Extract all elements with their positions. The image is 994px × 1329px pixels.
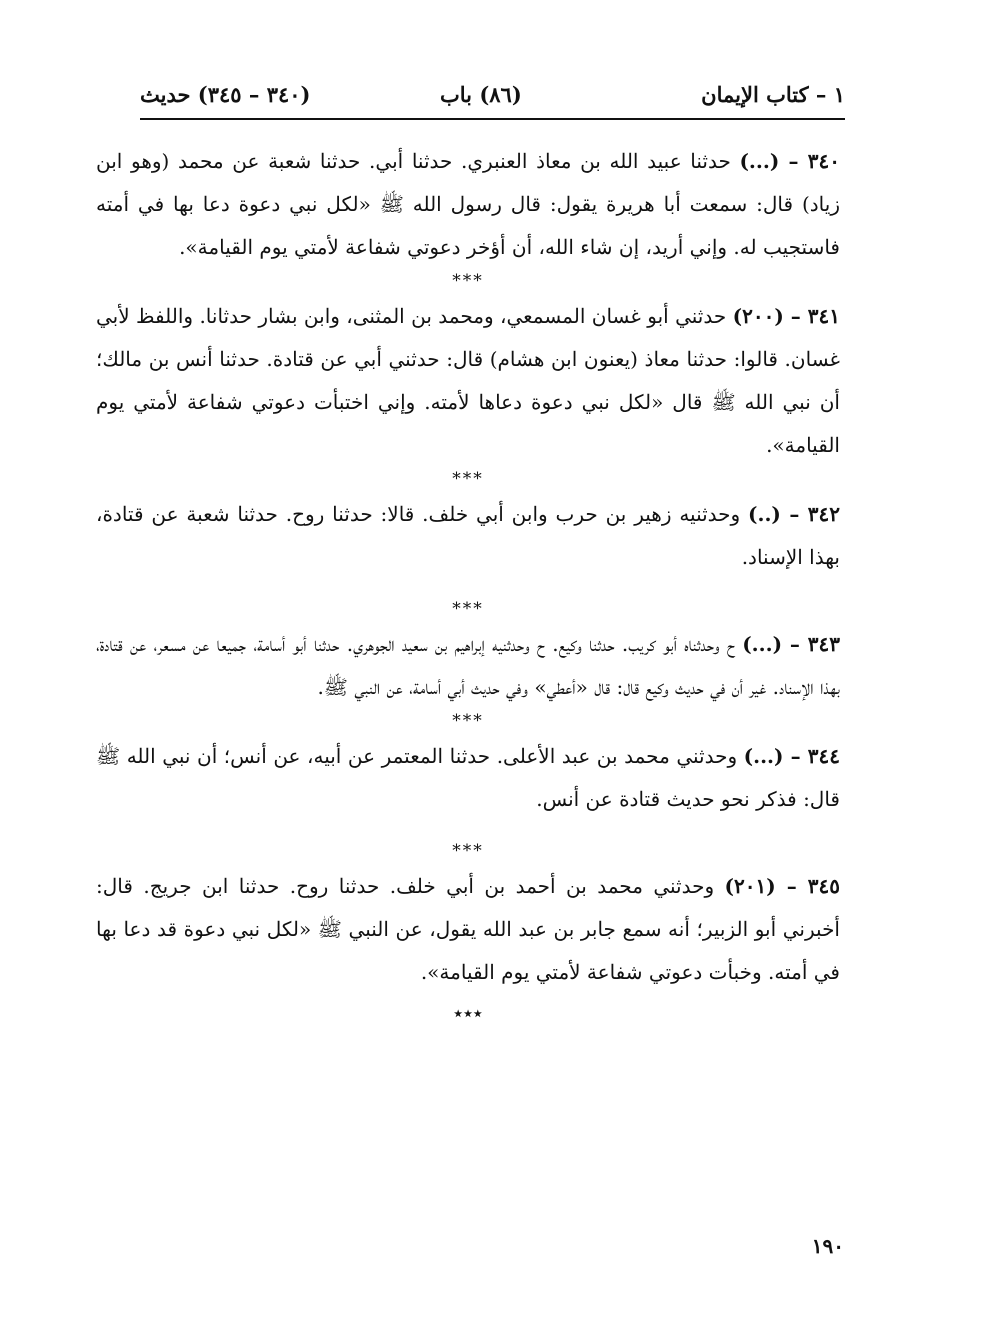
hadith-344 bbox=[96, 735, 840, 821]
hadith-343 bbox=[96, 623, 840, 709]
end-mark: ٭٭٭ bbox=[453, 1003, 483, 1024]
hadith-text-block bbox=[96, 140, 840, 1026]
bab-title: (٨٦) باب bbox=[440, 82, 522, 107]
hadith-number: ٣٤٠ – (...) bbox=[739, 149, 840, 173]
section-separator: *** bbox=[452, 841, 484, 861]
hadith-number: ٣٤١ – (٢٠٠) bbox=[732, 304, 841, 328]
hadith-body: وحدثنيه زهير بن حرب وابن أبي خلف. قالا: حدثنا روح. حدثنا شعبة عن قتادة، بهذا الإسناد. bbox=[96, 502, 840, 569]
hadith-body: حدثني أبو غسان المسمعي، ومحمد بن المثنى، وابن بشار حدثانا. واللفظ لأبي غسان. قالوا: حدثنا معاذ (يعنون ابن هشام) قال: حدثني أبي عن قتادة. حدثنا أنس بن مالك؛ أن نبي الله ﷺ قال «لكل نبي دعوة دعاها لأمته. وإني اختبأت دعوتي شفاعة لأمتي يوم القيامة». bbox=[96, 304, 840, 457]
hadith-number: ٣٤٣ – (...) bbox=[742, 632, 840, 656]
page-header bbox=[140, 78, 845, 120]
section-separator: *** bbox=[452, 271, 484, 291]
page-number: ١٩٠ bbox=[811, 1234, 844, 1258]
section-separator: *** bbox=[452, 469, 484, 489]
hadith-number: ٣٤٢ – (..) bbox=[748, 502, 841, 526]
hadith-number: ٣٤٤ – (...) bbox=[743, 744, 841, 768]
hadith-number: ٣٤٥ – (٢٠١) bbox=[724, 874, 840, 898]
chapter-title: ١ – كتاب الإيمان bbox=[701, 82, 845, 107]
section-separator: *** bbox=[452, 711, 484, 731]
hadith-341 bbox=[96, 295, 840, 467]
hadith-body: وحدثني محمد بن عبد الأعلى. حدثنا المعتمر عن أبيه، عن أنس؛ أن نبي الله ﷺ قال: فذكر نحو حديث قتادة عن أنس. bbox=[96, 744, 840, 811]
hadith-body: حدثنا عبيد الله بن معاذ العنبري. حدثنا أبي. حدثنا شعبة عن محمد (وهو ابن زياد) قال: سمعت أبا هريرة يقول: قال رسول الله ﷺ «لكل نبي دعوة دعا بها في أمته فاستجيب له. وإني أريد، إن شاء الله، أن أؤخر دعوتي شفاعة لأمتي يوم القيامة». bbox=[96, 149, 840, 259]
hadith-body: ح وحدثناه أبو كريب. حدثنا وكيع. ح وحدثنيه إبراهيم بن سعيد الجوهري. حدثنا أبو أسامة، جميعا عن مسعر، عن قتادة، بهذا الإسناد. غير أن في حديث وكيع قال: قال «أعطي» وفي حديث أبي أسامة، عن النبي ﷺ. bbox=[96, 632, 840, 699]
hadith-345 bbox=[96, 865, 840, 994]
hadith-body: وحدثني محمد بن أحمد بن أبي خلف. حدثنا روح. حدثنا ابن جريج. قال: أخبرني أبو الزبير؛ أنه سمع جابر بن عبد الله يقول، عن النبي ﷺ «لكل نبي دعوة قد دعا بها في أمته. وخبأت دعوتي شفاعة لأمتي يوم القيامة». bbox=[96, 874, 840, 984]
hadith-342 bbox=[96, 493, 840, 579]
section-separator: *** bbox=[452, 599, 484, 619]
hadith-range: (٣٤٠ – ٣٤٥) حديث bbox=[140, 82, 311, 107]
hadith-340 bbox=[96, 140, 840, 269]
